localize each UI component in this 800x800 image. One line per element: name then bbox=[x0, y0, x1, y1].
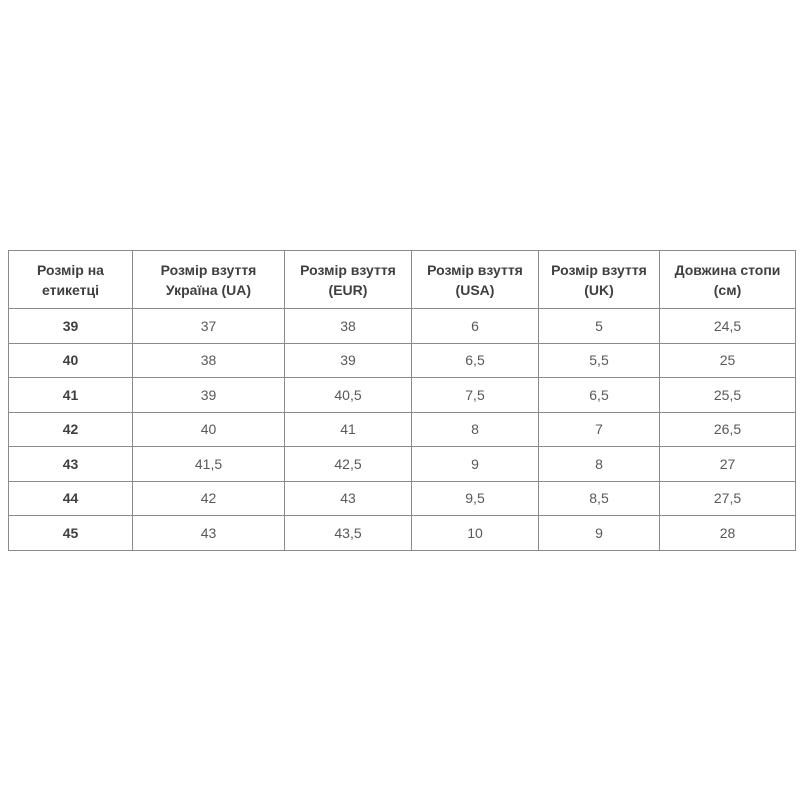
cell-usa-size: 7,5 bbox=[412, 378, 539, 413]
cell-label-size: 44 bbox=[9, 481, 133, 516]
cell-ua-size: 38 bbox=[133, 343, 285, 378]
header-usa-size: Розмір взуття (USA) bbox=[412, 251, 539, 309]
table-body bbox=[9, 309, 796, 551]
table-row bbox=[9, 412, 796, 447]
header-ua-size: Розмір взуття Україна (UA) bbox=[133, 251, 285, 309]
header-uk-size: Розмір взуття (UK) bbox=[539, 251, 660, 309]
cell-ua-size: 37 bbox=[133, 309, 285, 344]
table-row bbox=[9, 516, 796, 551]
cell-ua-size: 41,5 bbox=[133, 447, 285, 482]
cell-foot-length: 27 bbox=[660, 447, 796, 482]
cell-ua-size: 42 bbox=[133, 481, 285, 516]
cell-label-size: 43 bbox=[9, 447, 133, 482]
cell-foot-length: 28 bbox=[660, 516, 796, 551]
table-row bbox=[9, 481, 796, 516]
cell-usa-size: 9 bbox=[412, 447, 539, 482]
cell-eur-size: 40,5 bbox=[285, 378, 412, 413]
cell-ua-size: 40 bbox=[133, 412, 285, 447]
cell-eur-size: 41 bbox=[285, 412, 412, 447]
cell-uk-size: 5,5 bbox=[539, 343, 660, 378]
cell-ua-size: 39 bbox=[133, 378, 285, 413]
cell-label-size: 40 bbox=[9, 343, 133, 378]
cell-eur-size: 42,5 bbox=[285, 447, 412, 482]
cell-eur-size: 43 bbox=[285, 481, 412, 516]
shoe-size-table-container bbox=[8, 250, 795, 551]
table-row bbox=[9, 447, 796, 482]
cell-ua-size: 43 bbox=[133, 516, 285, 551]
cell-foot-length: 25,5 bbox=[660, 378, 796, 413]
cell-label-size: 45 bbox=[9, 516, 133, 551]
table-header-row bbox=[9, 251, 796, 309]
cell-usa-size: 8 bbox=[412, 412, 539, 447]
cell-label-size: 39 bbox=[9, 309, 133, 344]
cell-usa-size: 10 bbox=[412, 516, 539, 551]
shoe-size-conversion-table bbox=[8, 250, 796, 551]
cell-usa-size: 6 bbox=[412, 309, 539, 344]
cell-usa-size: 9,5 bbox=[412, 481, 539, 516]
cell-label-size: 42 bbox=[9, 412, 133, 447]
cell-uk-size: 7 bbox=[539, 412, 660, 447]
cell-eur-size: 43,5 bbox=[285, 516, 412, 551]
header-label-size: Розмір на етикетці bbox=[9, 251, 133, 309]
cell-uk-size: 5 bbox=[539, 309, 660, 344]
table-header bbox=[9, 251, 796, 309]
header-foot-length: Довжина стопи (см) bbox=[660, 251, 796, 309]
table-row bbox=[9, 378, 796, 413]
cell-foot-length: 24,5 bbox=[660, 309, 796, 344]
cell-foot-length: 25 bbox=[660, 343, 796, 378]
cell-label-size: 41 bbox=[9, 378, 133, 413]
cell-uk-size: 9 bbox=[539, 516, 660, 551]
cell-uk-size: 8,5 bbox=[539, 481, 660, 516]
table-row bbox=[9, 309, 796, 344]
header-eur-size: Розмір взуття (EUR) bbox=[285, 251, 412, 309]
cell-uk-size: 8 bbox=[539, 447, 660, 482]
cell-foot-length: 27,5 bbox=[660, 481, 796, 516]
cell-usa-size: 6,5 bbox=[412, 343, 539, 378]
cell-foot-length: 26,5 bbox=[660, 412, 796, 447]
cell-eur-size: 39 bbox=[285, 343, 412, 378]
cell-uk-size: 6,5 bbox=[539, 378, 660, 413]
table-row bbox=[9, 343, 796, 378]
cell-eur-size: 38 bbox=[285, 309, 412, 344]
